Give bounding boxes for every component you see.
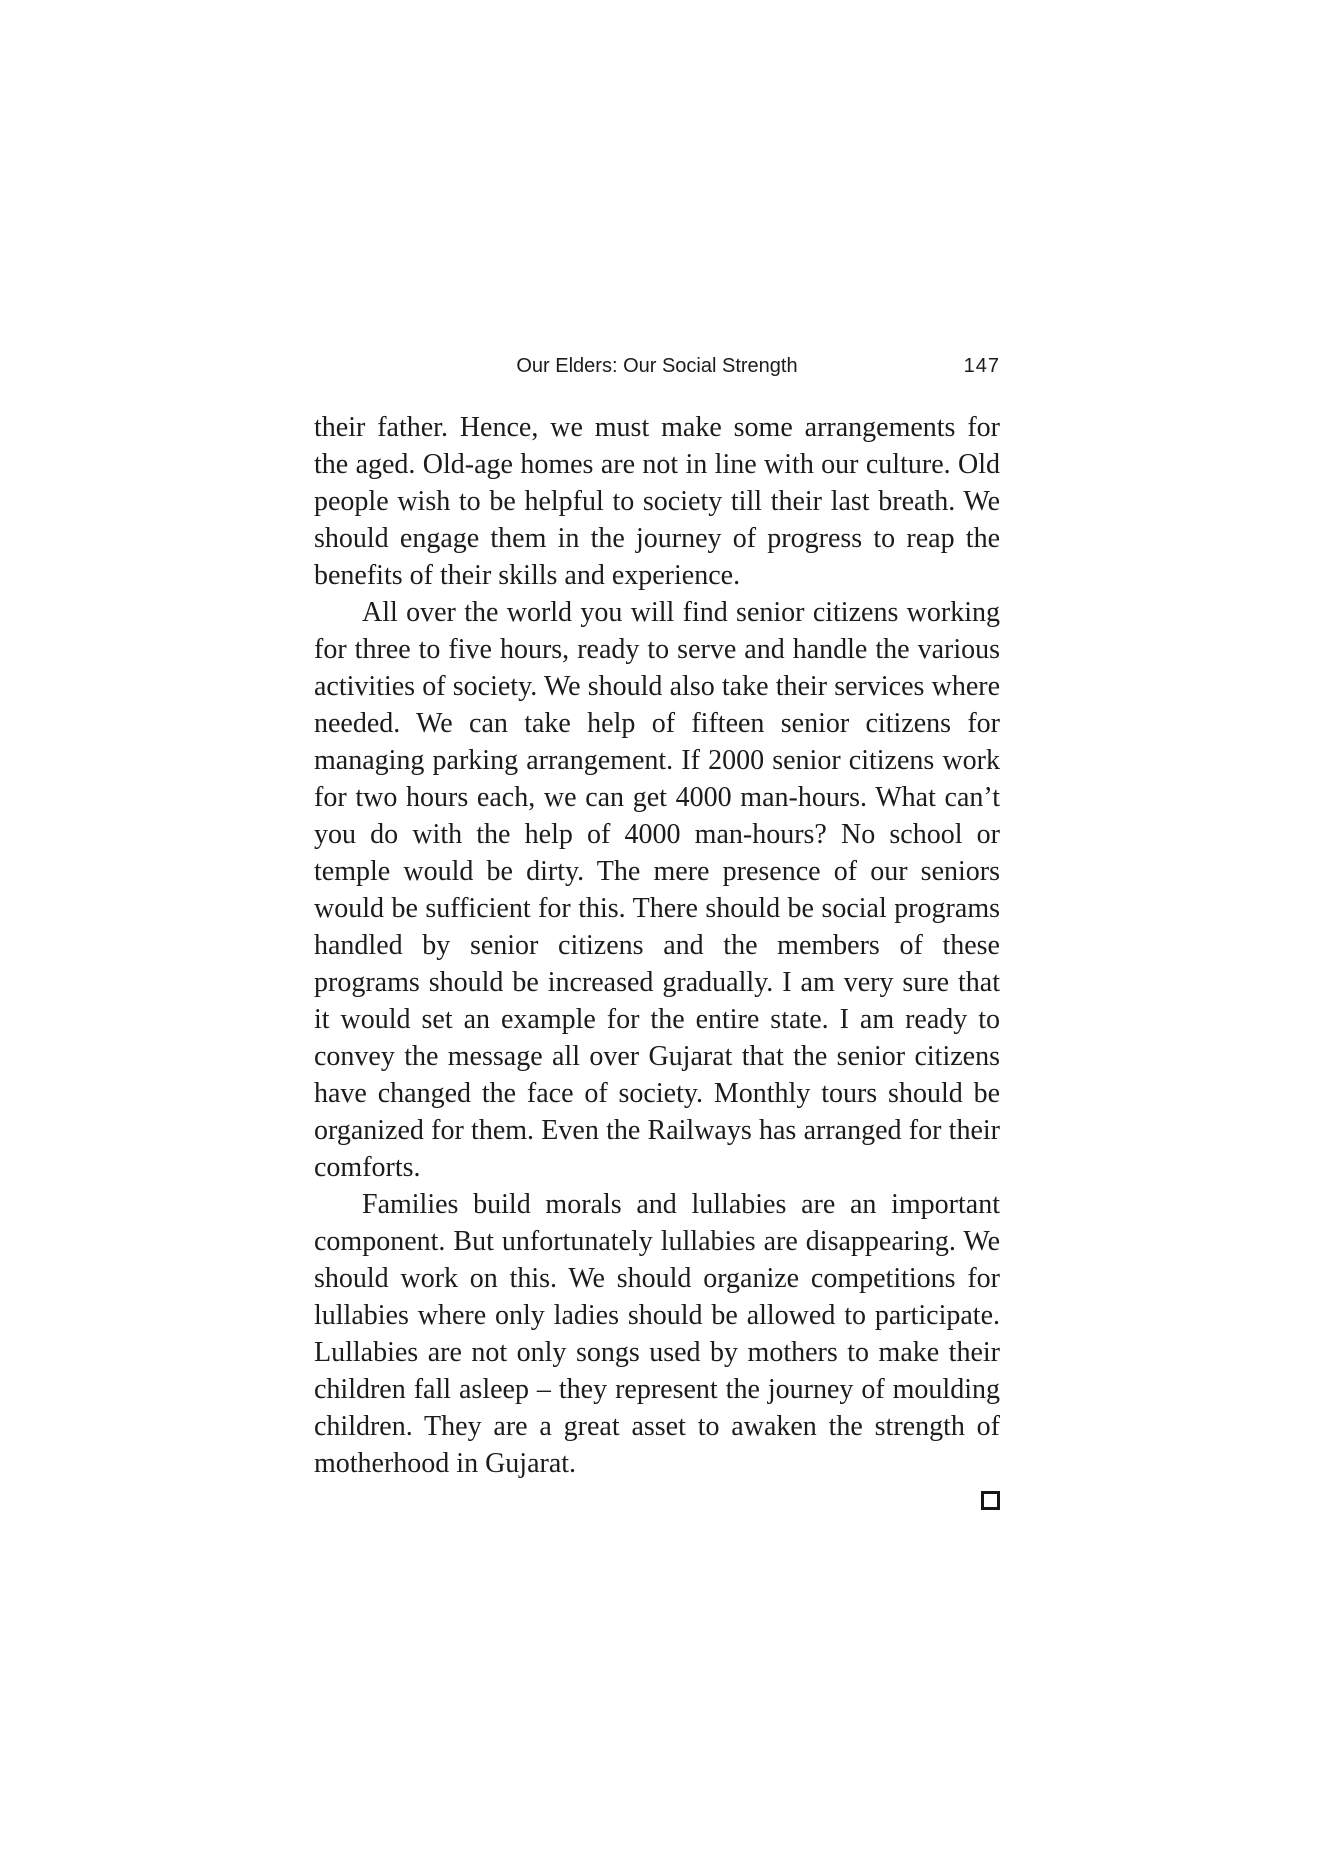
paragraph-container [314, 409, 1000, 1482]
page-number: 147 [963, 355, 1000, 377]
end-mark-row [314, 1491, 1000, 1510]
body-text [314, 409, 1000, 1510]
running-header-title: Our Elders: Our Social Strength [516, 355, 798, 377]
running-header [314, 352, 1000, 380]
paragraph-3: Families build morals and lullabies are an important component. But unfortunately lullabies are disappearing. We should work on this. We should organize competitions for lullabies where only ladies should be allowed to participate. Lullabies are not only songs used by mothers to make their children fall asleep – they represent the journey of moulding children. They are a great asset to awaken the strength of motherhood in Gujarat. [314, 1189, 1000, 1479]
end-of-chapter-square-icon [981, 1491, 1000, 1510]
paragraph-2: All over the world you will find senior citizens working for three to five hours, ready to serve and handle the various activities of society. We should also take their services where needed. We can take help of fifteen senior citizens for managing parking arrangement. If 2000 senior citizens work for two hours each, we can get 4000 man-hours. What can’t you do with the help of 4000 man-hours? No school or temple would be dirty. The mere presence of our seniors would be sufficient for this. There should be social programs handled by senior citizens and the members of these programs should be increased gradually. I am very sure that it would set an example for the entire state. I am ready to convey the message all over Gujarat that the senior citizens have changed the face of society. Monthly tours should be organized for them. Even the Railways has arranged for their comforts. [314, 597, 1000, 1183]
paragraph-1: their father. Hence, we must make some arrangements for the aged. Old-age homes are not in line with our culture. Old people wish to be helpful to society till their last breath. We should engage them in the journey of progress to reap the benefits of their skills and experience. [314, 412, 1000, 591]
